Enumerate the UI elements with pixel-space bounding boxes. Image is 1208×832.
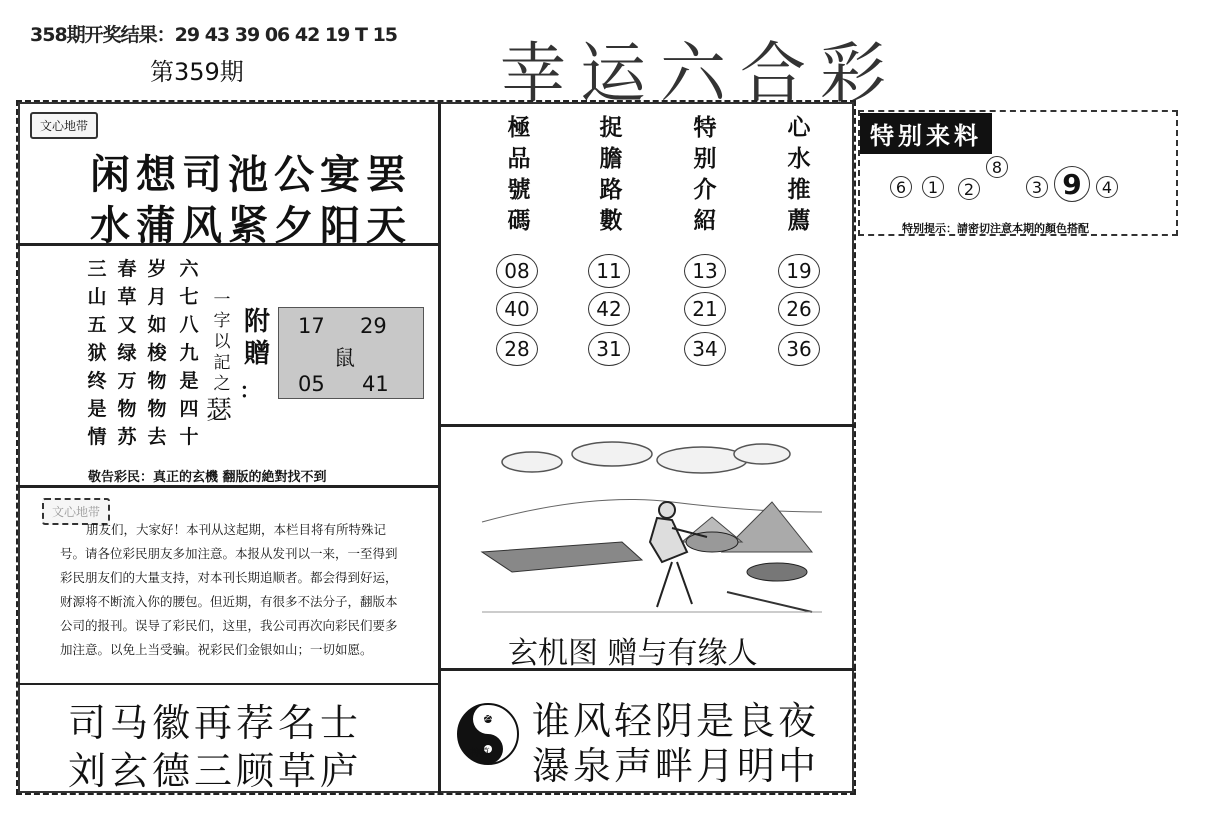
number-circle: 28 [496, 332, 538, 366]
number-circle: 36 [778, 332, 820, 366]
grid-column-3: 岁 月 如 梭 物 物 去 [147, 258, 167, 448]
left-bottom-poem-1: 司马徽再荐名士 [68, 701, 363, 745]
special-number-large: 9 [1054, 166, 1090, 202]
divider-mid-1 [440, 424, 856, 427]
number-circle: 40 [496, 292, 538, 326]
divider-left-3 [18, 683, 438, 685]
number-circle: 08 [496, 254, 538, 288]
number-circle: 34 [684, 332, 726, 366]
number-circle: 26 [778, 292, 820, 326]
section-tag-2: 文心地带 [42, 498, 110, 525]
col-title-3: 特 别 介 紹 [693, 114, 717, 234]
left-poem-line-2: 水蒲风紧夕阳天 [90, 202, 412, 249]
col-title-1: 極 品 號 碼 [507, 114, 531, 234]
left-poem-line-1: 闲想司池公宴罢 [90, 151, 412, 198]
grid-column-4: 六 七 八 九 是 四 十 [179, 258, 199, 448]
special-box-title: 特别来料 [860, 113, 992, 154]
page-title: 幸运六合彩 [500, 35, 900, 112]
colon: : [240, 374, 249, 404]
number-circle: 31 [588, 332, 630, 366]
number-circle: 11 [588, 254, 630, 288]
section-tag: 文心地带 [30, 112, 98, 139]
gift-num-4: 41 [362, 372, 389, 396]
gift-num-3: 05 [298, 372, 325, 396]
grid-column-1: 三 山 五 狱 终 是 情 [87, 258, 107, 448]
col-title-2: 捉 膽 路 數 [599, 114, 623, 234]
zeng-char: 瑟 [206, 396, 233, 426]
number-circle: 13 [684, 254, 726, 288]
special-number-raised: 8 [986, 156, 1008, 178]
gift-zodiac: 鼠 [334, 346, 355, 370]
number-circle: 21 [684, 292, 726, 326]
middle-poem-line-2: 瀑泉声畔月明中 [532, 744, 820, 788]
vertical-note: 一字以記之 [213, 290, 231, 394]
special-number: 3 [1026, 176, 1048, 198]
issue-number: 第359期 [150, 58, 244, 86]
special-number: 2 [958, 178, 980, 200]
vertical-divider [438, 102, 441, 793]
divider-left-2 [18, 485, 438, 488]
col-title-4: 心 水 推 薦 [787, 114, 811, 234]
previous-result: 358期开奖结果：29 43 39 06 42 19 T 15 [30, 24, 398, 46]
number-circle: 19 [778, 254, 820, 288]
special-number: 4 [1096, 176, 1118, 198]
grid-column-2: 春 草 又 绿 万 物 苏 [117, 258, 137, 448]
warning-text: 敬告彩民：真正的玄機 翻版的絶對找不到 [88, 470, 327, 485]
farmer-illustration [472, 432, 832, 622]
fu-zeng-label: 附贈 [243, 307, 270, 369]
notice-paragraph: 朋友们，大家好！本刊从这起期，本栏目将有所特殊记号。请各位彩民朋友多加注意。本报从发刊以一来，一至得到彩民朋友们的大量支持，对本刊长期追顺者。都会得到好运，财源将不断流入你的腰包。但近期，有很多不法分子，翻版本公司的报刊。误导了彩民们，这里，我公司再次向彩民们要多加注意。以免上当受骗。祝彩民们金银如山；一切如愿。 [60, 522, 398, 657]
yin-yang-text-2: 神算 [470, 748, 490, 759]
yin-yang-text-1: 玄機 [483, 712, 503, 723]
gift-num-2: 29 [360, 314, 387, 338]
special-number: 1 [922, 176, 944, 198]
number-circle: 42 [588, 292, 630, 326]
gift-num-1: 17 [298, 314, 325, 338]
special-tip: 特别提示：請密切注意本期的顏色搭配 [902, 222, 1089, 235]
middle-poem-line-1: 谁风轻阴是良夜 [532, 699, 820, 743]
illustration-caption: 玄机图 赠与有缘人 [508, 636, 758, 671]
special-number: 6 [890, 176, 912, 198]
left-bottom-poem-2: 刘玄德三顾草庐 [68, 749, 363, 793]
